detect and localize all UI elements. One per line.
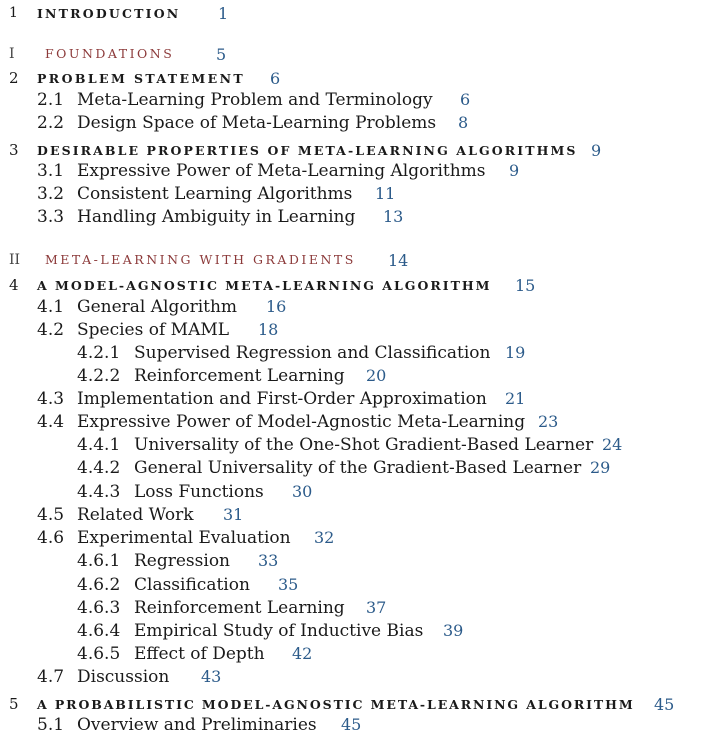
entry-page[interactable]: 23 bbox=[538, 412, 559, 431]
section-number: 4.1 bbox=[37, 297, 65, 317]
entry-page[interactable]: 20 bbox=[366, 366, 387, 385]
entry-page[interactable]: 14 bbox=[388, 251, 409, 270]
entry-page[interactable]: 15 bbox=[515, 276, 536, 295]
entry-number: 1 bbox=[9, 5, 18, 21]
section-number: 4.7 bbox=[37, 667, 65, 687]
subsection-number: 4.2.1 bbox=[77, 343, 121, 363]
subsection-title[interactable]: Reinforcement Learning bbox=[134, 366, 345, 386]
subsection-title[interactable]: Reinforcement Learning bbox=[134, 598, 345, 618]
entry-page[interactable]: 19 bbox=[505, 343, 526, 362]
chapter-title[interactable]: DESIRABLE PROPERTIES OF META-LEARNING ALGORITHMS bbox=[37, 143, 578, 158]
entry-page[interactable]: 18 bbox=[258, 320, 279, 339]
entry-page[interactable]: 37 bbox=[366, 598, 387, 617]
section-number: 4.3 bbox=[37, 389, 65, 409]
entry-page[interactable]: 9 bbox=[591, 141, 602, 160]
section-number: 3.3 bbox=[37, 207, 65, 227]
subsection-number: 4.6.1 bbox=[77, 551, 121, 571]
chapter-number: 4 bbox=[9, 276, 19, 294]
entry-page[interactable]: 8 bbox=[458, 113, 469, 132]
subsection-title[interactable]: Effect of Depth bbox=[134, 644, 265, 664]
subsection-title[interactable]: Universality of the One-Shot Gradient-Based Learner bbox=[134, 435, 594, 455]
section-number: 2.1 bbox=[37, 90, 65, 110]
entry-page[interactable]: 31 bbox=[223, 505, 244, 524]
part-number: II bbox=[9, 252, 21, 268]
entry-page[interactable]: 30 bbox=[292, 482, 313, 501]
subsection-number: 4.4.2 bbox=[77, 458, 121, 478]
subsection-number: 4.6.5 bbox=[77, 644, 121, 664]
entry-page[interactable]: 45 bbox=[341, 715, 362, 734]
entry-page[interactable]: 5 bbox=[216, 45, 227, 64]
section-number: 3.2 bbox=[37, 184, 65, 204]
section-title[interactable]: Meta-Learning Problem and Terminology bbox=[77, 90, 433, 110]
section-title[interactable]: General Algorithm bbox=[77, 297, 238, 317]
entry-page[interactable]: 6 bbox=[460, 90, 471, 109]
entry-page[interactable]: 43 bbox=[201, 667, 222, 686]
section-title[interactable]: Handling Ambiguity in Learning bbox=[77, 207, 356, 227]
entry-page[interactable]: 42 bbox=[292, 644, 313, 663]
section-title[interactable]: Related Work bbox=[77, 505, 194, 525]
subsection-title[interactable]: Classification bbox=[134, 575, 250, 595]
entry-page[interactable]: 21 bbox=[505, 389, 526, 408]
entry-page[interactable]: 11 bbox=[375, 184, 396, 203]
subsection-number: 4.4.3 bbox=[77, 482, 121, 502]
part-number: I bbox=[9, 46, 15, 62]
section-title[interactable]: Overview and Preliminaries bbox=[77, 715, 317, 735]
entry-page[interactable]: 29 bbox=[590, 458, 611, 477]
section-number: 4.6 bbox=[37, 528, 65, 548]
entry-page[interactable]: 13 bbox=[383, 207, 404, 226]
section-title[interactable]: Expressive Power of Meta-Learning Algorithms bbox=[77, 161, 486, 181]
subsection-number: 4.6.4 bbox=[77, 621, 121, 641]
section-title[interactable]: Implementation and First-Order Approximation bbox=[77, 389, 487, 409]
subsection-title[interactable]: Regression bbox=[134, 551, 230, 571]
entry-page[interactable]: 6 bbox=[270, 69, 281, 88]
subsection-title[interactable]: Supervised Regression and Classification bbox=[134, 343, 491, 363]
section-number: 4.5 bbox=[37, 505, 65, 525]
entry-page[interactable]: 9 bbox=[509, 161, 520, 180]
section-number: 4.4 bbox=[37, 412, 65, 432]
entry-page[interactable]: 16 bbox=[266, 297, 287, 316]
subsection-number: 4.6.3 bbox=[77, 598, 121, 618]
section-title[interactable]: Experimental Evaluation bbox=[77, 528, 291, 548]
part-title[interactable]: FOUNDATIONS bbox=[45, 46, 175, 61]
entry-page[interactable]: 32 bbox=[314, 528, 335, 547]
section-number: 4.2 bbox=[37, 320, 65, 340]
subsection-number: 4.2.2 bbox=[77, 366, 121, 386]
entry-page[interactable]: 35 bbox=[278, 575, 299, 594]
chapter-number: 5 bbox=[9, 695, 19, 713]
subsection-number: 4.4.1 bbox=[77, 435, 121, 455]
section-title[interactable]: Discussion bbox=[77, 667, 170, 687]
subsection-title[interactable]: Loss Functions bbox=[134, 482, 264, 502]
section-title[interactable]: Expressive Power of Model-Agnostic Meta-Learning bbox=[77, 412, 526, 432]
entry-page[interactable]: 39 bbox=[443, 621, 464, 640]
subsection-title[interactable]: Empirical Study of Inductive Bias bbox=[134, 621, 424, 641]
section-title[interactable]: Species of MAML bbox=[77, 320, 230, 340]
section-number: 5.1 bbox=[37, 715, 65, 735]
part-title[interactable]: META-LEARNING WITH GRADIENTS bbox=[45, 252, 356, 267]
subsection-title[interactable]: General Universality of the Gradient-Based Learner bbox=[134, 458, 582, 478]
chapter-title[interactable]: PROBLEM STATEMENT bbox=[37, 71, 246, 86]
chapter-number: 3 bbox=[9, 141, 19, 159]
section-title[interactable]: Consistent Learning Algorithms bbox=[77, 184, 353, 204]
section-title[interactable]: Design Space of Meta-Learning Problems bbox=[77, 113, 437, 133]
entry-title[interactable]: INTRODUCTION bbox=[37, 6, 181, 21]
chapter-title[interactable]: A MODEL-AGNOSTIC META-LEARNING ALGORITHM bbox=[37, 278, 492, 293]
section-number: 2.2 bbox=[37, 113, 65, 133]
subsection-number: 4.6.2 bbox=[77, 575, 121, 595]
chapter-number: 2 bbox=[9, 69, 19, 87]
entry-page[interactable]: 45 bbox=[654, 695, 675, 714]
chapter-title[interactable]: A PROBABILISTIC MODEL-AGNOSTIC META-LEARNING ALGORITHM bbox=[37, 697, 635, 712]
entry-page[interactable]: 33 bbox=[258, 551, 279, 570]
entry-page[interactable]: 24 bbox=[602, 435, 623, 454]
entry-page[interactable]: 1 bbox=[218, 4, 229, 23]
section-number: 3.1 bbox=[37, 161, 65, 181]
